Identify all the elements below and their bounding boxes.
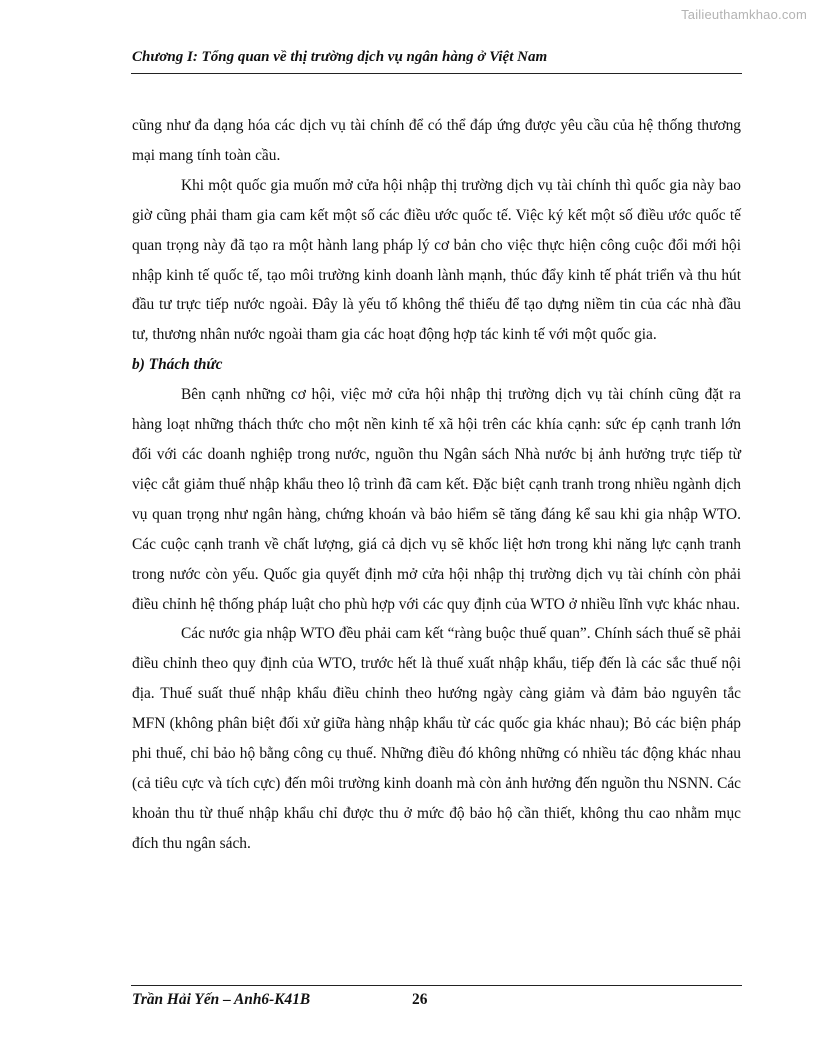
header-divider xyxy=(131,73,742,74)
paragraph-challenges: Bên cạnh những cơ hội, việc mở cửa hội nhập thị trường dịch vụ tài chính cũng đặt ra hàng loạt những thách thức cho một nền kinh tế xã hội trên các khía cạnh: sức ép cạnh tranh lớn đối với các doanh nghiệp trong nước, nguồn thu Ngân sách Nhà nước bị ảnh hưởng trực tiếp từ việc cắt giảm thuế nhập khẩu theo lộ trình đã cam kết. Đặc biệt cạnh tranh trong nhiều ngành dịch vụ quan trọng như ngân hàng, chứng khoán và bảo hiểm sẽ tăng đáng kể sau khi gia nhập WTO. Các cuộc cạnh tranh về chất lượng, giá cả dịch vụ sẽ khốc liệt hơn trong khi năng lực cạnh tranh trong nước còn yếu. Quốc gia quyết định mở cửa hội nhập thị trường dịch vụ tài chính còn phải điều chỉnh hệ thống pháp luật cho phù hợp với các quy định của WTO ở nhiều lĩnh vực khác nhau. xyxy=(132,386,741,613)
document-body xyxy=(132,111,741,859)
watermark: Tailieuthamkhao.com xyxy=(681,7,807,22)
paragraph-treaty-commitments: Khi một quốc gia muốn mở cửa hội nhập thị trường dịch vụ tài chính thì quốc gia này bao giờ cũng phải tham gia cam kết một số các điều ước quốc tế. Việc ký kết một số điều ước quốc tế quan trọng này đã tạo ra một hành lang pháp lý cơ bản cho việc thực hiện công cuộc đổi mới hội nhập kinh tế quốc tế, tạo môi trường kinh doanh lành mạnh, thúc đẩy kinh tế phát triển và thu hút đầu tư trực tiếp nước ngoài. Đây là yếu tố không thể thiếu để tạo dựng niềm tin của các nhà đầu tư, thương nhân nước ngoài tham gia các hoạt động hợp tác kinh tế với một quốc gia. xyxy=(132,176,741,344)
paragraph-tariff-binding: Các nước gia nhập WTO đều phải cam kết “ràng buộc thuế quan”. Chính sách thuế sẽ phải điều chỉnh theo quy định của WTO, trước hết là thuế xuất nhập khẩu, tiếp đến là các sắc thuế nội địa. Thuế suất thuế nhập khẩu điều chỉnh theo hướng ngày càng giảm và đảm bảo nguyên tắc MFN (không phân biệt đối xử giữa hàng nhập khẩu từ các quốc gia khác nhau); Bỏ các biện pháp phi thuế, chỉ bảo hộ bằng công cụ thuế. Những điều đó không những có nhiều tác động khác nhau (cả tiêu cực và tích cực) đến môi trường kinh doanh mà còn ảnh hưởng đến nguồn thu NSNN. Các khoản thu từ thuế nhập khẩu chỉ được thu ở mức độ bảo hộ cần thiết, không thu cao nhằm mục đích thu ngân sách. xyxy=(132,625,741,852)
chapter-header: Chương I: Tổng quan về thị trường dịch vụ ngân hàng ở Việt Nam xyxy=(132,49,548,65)
paragraph-continuation: cũng như đa dạng hóa các dịch vụ tài chính để có thể đáp ứng được yêu cầu của hệ thống thương mại mang tính toàn cầu. xyxy=(132,117,741,164)
section-heading-challenges: b) Thách thức xyxy=(132,356,223,374)
footer-author: Trần Hải Yến – Anh6-K41B xyxy=(132,991,311,1008)
footer-divider xyxy=(131,985,742,986)
page-number: 26 xyxy=(412,991,428,1008)
